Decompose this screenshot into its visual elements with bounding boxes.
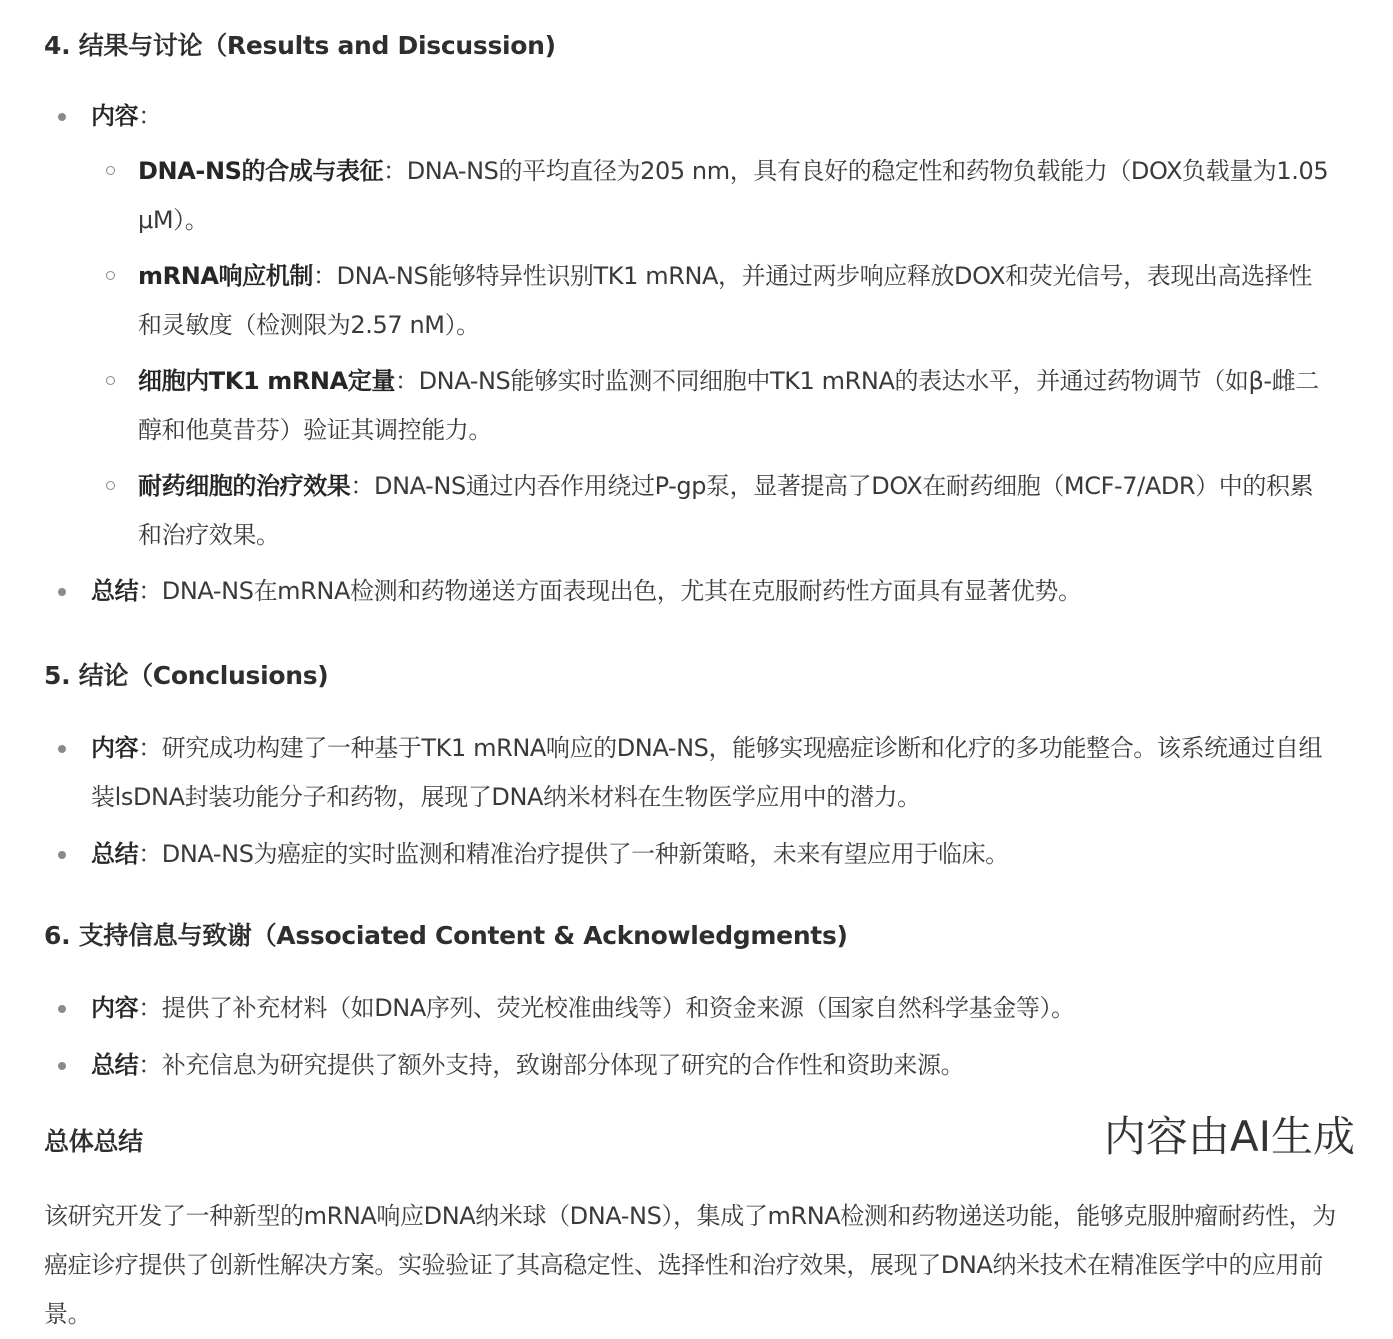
list-item-content [44, 984, 1075, 1033]
results-list [44, 92, 1344, 616]
content-text: ：提供了补充材料（如DNA序列、荧光校准曲线等）和资金来源（国家自然科学基金等）。 [138, 994, 1075, 1022]
section-associated-content [44, 914, 1075, 1098]
list-item-summary [44, 830, 1344, 879]
section-conclusions [44, 654, 1344, 887]
section-heading-overall: 总体总结 [44, 1127, 143, 1156]
list-item-content [44, 724, 1344, 822]
results-sublist [91, 147, 1344, 560]
summary-label: 总结 [91, 1051, 139, 1079]
associated-list [44, 984, 1075, 1090]
content-label: 内容 [91, 102, 139, 130]
section-heading-associated: 6. 支持信息与致谢（Associated Content & Acknowledgments) [44, 921, 848, 950]
content-suffix: ： [138, 102, 162, 130]
summary-text: ：DNA-NS在mRNA检测和药物递送方面表现出色，尤其在克服耐药性方面具有显著优势。 [138, 577, 1082, 605]
content-label: 内容 [91, 734, 139, 762]
list-item-summary [44, 1041, 1075, 1090]
item-text: ：DNA-NS能够特异性识别TK1 mRNA，并通过两步响应释放DOX和荧光信号，表现出高选择性和灵敏度（检测限为2.57 nM）。 [138, 262, 1312, 339]
content-text: ：研究成功构建了一种基于TK1 mRNA响应的DNA-NS，能够实现癌症诊断和化疗的多功能整合。该系统通过自组装lsDNA封装功能分子和药物，展现了DNA纳米材料在生物医学应用中的潜力。 [91, 734, 1323, 811]
summary-label: 总结 [91, 577, 139, 605]
item-label: mRNA响应机制 [138, 262, 313, 290]
content-label: 内容 [91, 994, 139, 1022]
overall-summary-paragraph: 该研究开发了一种新型的mRNA响应DNA纳米球（DNA-NS），集成了mRNA检测和药物递送功能，能够克服肿瘤耐药性，为癌症诊疗提供了创新性解决方案。实验验证了其高稳定性、选择性和治疗效果，展现了DNA纳米技术在精准医学中的应用前景。 [44, 1202, 1336, 1328]
list-item-summary [44, 567, 1344, 616]
conclusions-list [44, 724, 1344, 879]
sublist-item-tk1-quantification [91, 357, 1344, 455]
ai-generated-watermark: 内容由AI生成 [1103, 1112, 1355, 1161]
summary-text: ：补充信息为研究提供了额外支持，致谢部分体现了研究的合作性和资助来源。 [138, 1051, 965, 1079]
summary-text: ：DNA-NS为癌症的实时监测和精准治疗提供了一种新策略，未来有望应用于临床。 [138, 840, 1009, 868]
sublist-item-resistant-cells [91, 462, 1344, 560]
summary-label: 总结 [91, 840, 139, 868]
section-heading-results: 4. 结果与讨论（Results and Discussion) [44, 31, 556, 60]
item-label: 耐药细胞的治疗效果 [138, 472, 351, 500]
item-text: ：DNA-NS的平均直径为205 nm，具有良好的稳定性和药物负载能力（DOX负载量为1.05 μM）。 [138, 157, 1329, 234]
list-item-content [44, 92, 1344, 560]
item-label: 细胞内TK1 mRNA定量 [138, 367, 395, 395]
item-label: DNA-NS的合成与表征 [138, 157, 384, 185]
item-text: ：DNA-NS通过内吞作用绕过P-gp泵，显著提高了DOX在耐药细胞（MCF-7/ADR）中的积累和治疗效果。 [138, 472, 1314, 549]
item-text: ：DNA-NS能够实时监测不同细胞中TK1 mRNA的表达水平，并通过药物调节（如β-雌二醇和他莫昔芬）验证其调控能力。 [138, 367, 1319, 444]
sublist-item-synthesis [91, 147, 1344, 245]
sublist-item-mrna-mechanism [91, 252, 1344, 350]
section-results-discussion [44, 24, 1344, 616]
section-heading-conclusions: 5. 结论（Conclusions) [44, 661, 329, 690]
